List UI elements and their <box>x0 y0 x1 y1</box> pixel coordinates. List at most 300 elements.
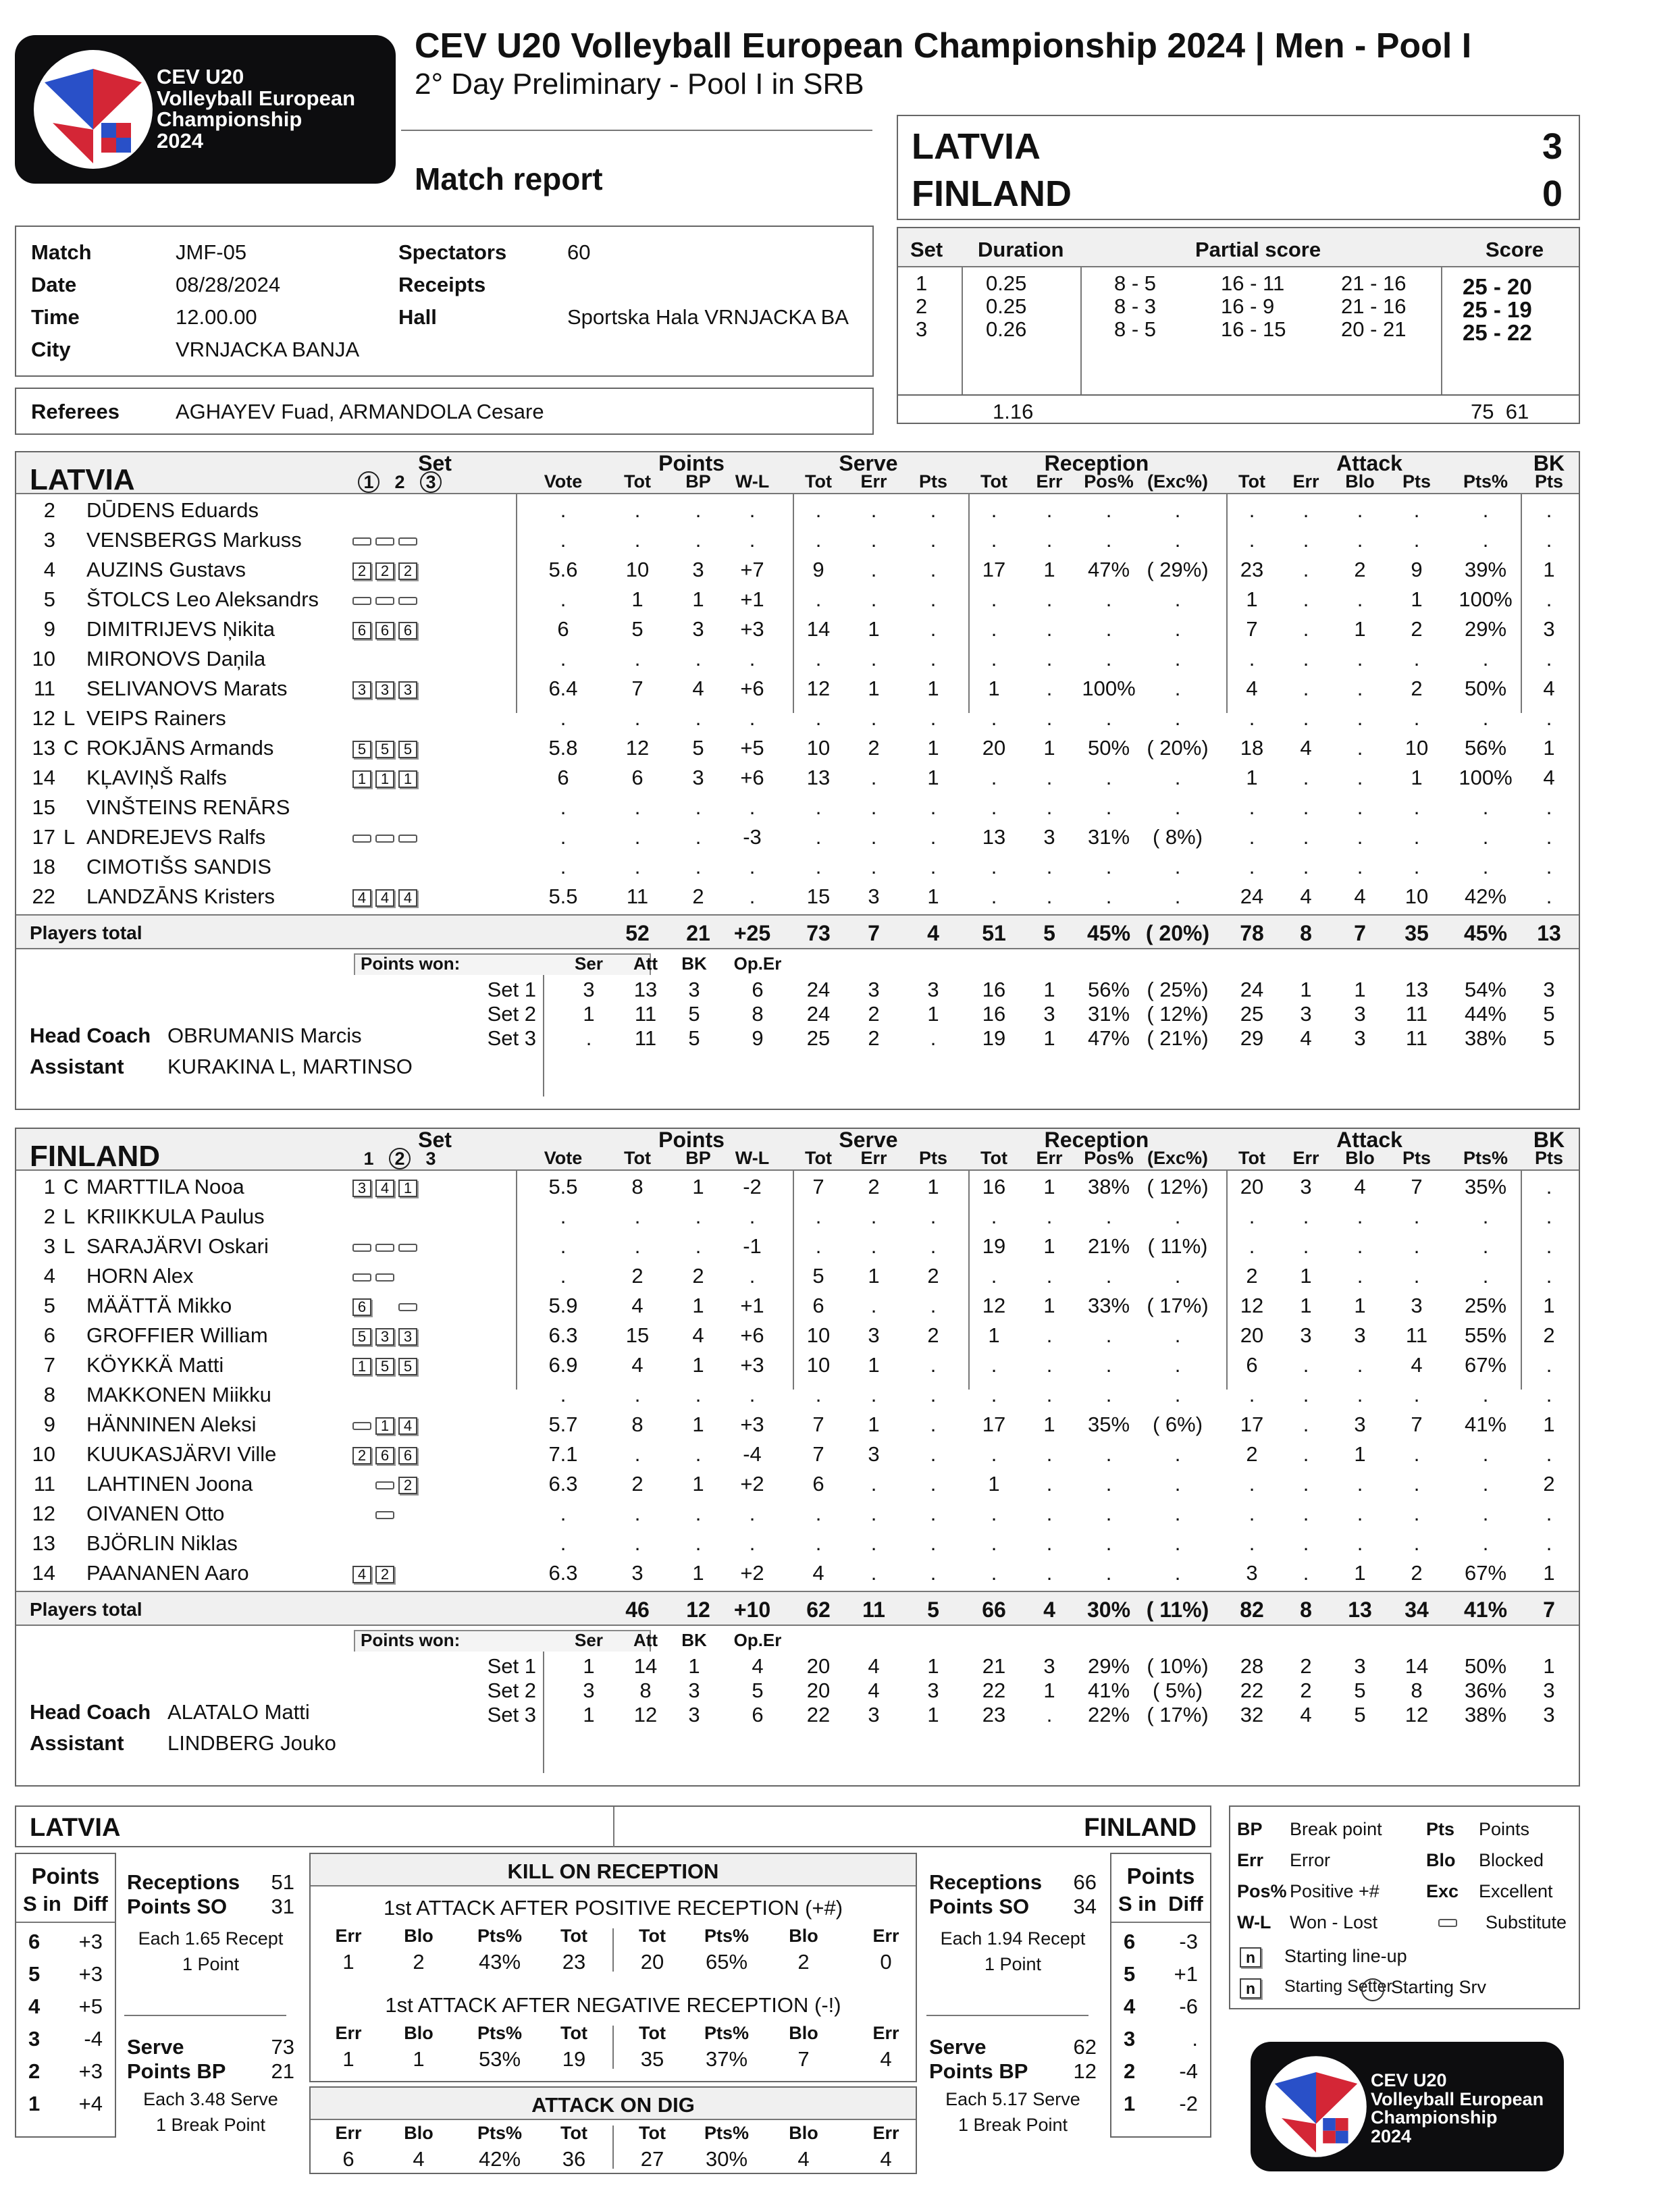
stat-sp: . <box>930 587 937 611</box>
set-ser: 3 <box>583 1679 595 1702</box>
column-group-header: BK <box>1533 451 1565 475</box>
set-at: 25 <box>1240 1002 1264 1026</box>
set-mark: 2 <box>394 472 405 492</box>
set-app: 50% <box>1464 1654 1507 1678</box>
points-won-header: BK <box>681 953 707 974</box>
stat-pt: . <box>634 1205 641 1228</box>
stat-v: 6 <box>557 766 569 789</box>
points-bp-label: Points BP <box>929 2059 1028 2083</box>
stat-rx: ( 11%) <box>1147 1234 1208 1258</box>
stat-v: . <box>560 1502 567 1525</box>
stat-rp: . <box>1105 1442 1112 1466</box>
diff-value: -4 <box>84 2027 103 2051</box>
stat-v: 6.3 <box>548 1323 578 1347</box>
starting-position: 6 <box>398 1447 417 1464</box>
set-ab: 1 <box>1354 978 1366 1001</box>
stat-re: . <box>1046 1531 1053 1555</box>
stat-at: 4 <box>1246 677 1258 700</box>
set-label: Set 1 <box>487 1654 536 1678</box>
stat-st: 5 <box>812 1264 824 1288</box>
player-number: 14 <box>32 766 55 789</box>
diff-set-in: 4 <box>1124 1995 1136 2018</box>
stat-bk: 3 <box>1543 617 1555 641</box>
stat-bp: . <box>695 528 702 552</box>
stat-rx: ( 17%) <box>1147 1294 1209 1317</box>
match-city: VRNJACKA BANJA <box>176 338 360 361</box>
player-name: ŠTOLCS Leo Aleksandrs <box>86 587 319 611</box>
set-ap: 13 <box>1405 978 1429 1001</box>
player-name: VINŠTEINS RENĀRS <box>86 795 290 819</box>
stat-ab: . <box>1357 855 1363 878</box>
column-header: Err <box>860 471 887 492</box>
set-ser: 1 <box>583 1703 595 1726</box>
diff-set-in: 3 <box>1124 2027 1136 2051</box>
stat-se: 1 <box>868 1264 880 1288</box>
stat-re: 1 <box>1043 558 1055 581</box>
substitute-marker <box>375 537 394 546</box>
stat-bk: 1 <box>1543 1561 1555 1585</box>
stat-st: 10 <box>806 1353 831 1377</box>
set-ser: 1 <box>583 1002 595 1026</box>
stat-app: . <box>1482 1264 1489 1288</box>
stat-pt: . <box>634 1531 641 1555</box>
player-name: PAANANEN Aaro <box>86 1561 249 1585</box>
stat-se: . <box>870 528 877 552</box>
stat-v: 6.3 <box>548 1561 578 1585</box>
stat-sp: . <box>930 1383 937 1406</box>
total-bp: 12 <box>686 1598 710 1622</box>
grid-value: 30% <box>705 2147 748 2171</box>
stat-rt: . <box>991 587 997 611</box>
stat-pt: 8 <box>631 1175 644 1198</box>
stat-at: . <box>1249 706 1255 730</box>
stat-ap: . <box>1413 706 1420 730</box>
stat-ap: . <box>1413 1442 1420 1466</box>
points-label: Points <box>31 1864 100 1889</box>
stat-wl: +1 <box>740 587 764 611</box>
set-app: 44% <box>1464 1002 1507 1026</box>
set-score: 25 - 22 <box>1463 320 1532 345</box>
score-header: Score <box>1486 238 1544 261</box>
column-header: Err <box>1036 471 1063 492</box>
stat-app: . <box>1482 1531 1489 1555</box>
player-name: CIMOTIŠS SANDIS <box>86 855 271 878</box>
stat-se: 1 <box>868 1353 880 1377</box>
stat-bk: 1 <box>1543 1294 1555 1317</box>
head-coach-name: ALATALO Matti <box>167 1700 310 1724</box>
substitute-marker <box>375 1273 394 1282</box>
starting-position: 5 <box>375 741 394 758</box>
report-title: Match report <box>415 161 603 196</box>
points-so-value: 34 <box>1073 1895 1097 1918</box>
stat-ab: . <box>1357 677 1363 700</box>
diff-value: +1 <box>1174 1962 1198 1986</box>
stat-bk: 4 <box>1543 766 1555 789</box>
stat-rx: ( 29%) <box>1147 558 1209 581</box>
stat-ap: 7 <box>1411 1175 1423 1198</box>
grid-header: Blo <box>404 2023 434 2043</box>
stat-at: . <box>1249 855 1255 878</box>
player-row <box>16 1202 1579 1232</box>
set-lineup <box>352 733 421 763</box>
stat-v: . <box>560 1205 567 1228</box>
column-group-header: Serve <box>839 1128 898 1152</box>
total-rp: 45% <box>1086 921 1131 945</box>
stat-rp: . <box>1105 587 1112 611</box>
starting-position: 4 <box>398 889 417 907</box>
set-score: 25 - 20 <box>1463 274 1532 299</box>
stat-sp: . <box>930 795 937 819</box>
diff-value: -2 <box>1179 2092 1198 2115</box>
stat-se: . <box>870 766 877 789</box>
grid-value: 1 <box>342 1950 355 1974</box>
grid-header: Err <box>335 1926 362 1946</box>
column-header: (Exc%) <box>1147 471 1209 492</box>
set-label: Set 1 <box>487 978 536 1001</box>
player-row <box>16 1440 1579 1469</box>
head-coach-label: Head Coach <box>30 1024 151 1047</box>
stat-rp: . <box>1105 1502 1112 1525</box>
points-won-label: Points won: <box>361 1630 461 1650</box>
player-role: L <box>63 1205 76 1228</box>
stat-ae: . <box>1303 1205 1309 1228</box>
away-reception-summary <box>926 1870 1099 2135</box>
stat-rp: . <box>1105 1323 1112 1347</box>
player-row <box>16 1291 1579 1321</box>
diff-value: +5 <box>78 1995 103 2018</box>
stat-se: . <box>870 1294 877 1317</box>
total-rx: ( 11%) <box>1146 1598 1209 1622</box>
player-name: KĻAVIŅŠ Ralfs <box>86 766 227 789</box>
stat-sp: . <box>930 1413 937 1436</box>
grid-value: 2 <box>797 1950 810 1974</box>
stat-re: . <box>1046 1264 1053 1288</box>
substitute-icon <box>1438 1919 1457 1927</box>
stat-sp: 1 <box>927 766 939 789</box>
stat-ab: . <box>1357 706 1363 730</box>
set-lineup <box>352 555 421 585</box>
grid-header: Blo <box>404 1926 434 1946</box>
stat-se: . <box>870 1234 877 1258</box>
set-number: 2 <box>916 294 928 318</box>
stat-rx: . <box>1174 1205 1181 1228</box>
stat-re: 1 <box>1043 1294 1055 1317</box>
stat-ae: . <box>1303 1531 1309 1555</box>
set-oper: 6 <box>752 1703 764 1726</box>
stat-app: . <box>1482 825 1489 849</box>
stat-st: 6 <box>812 1472 824 1496</box>
set-ap: 12 <box>1405 1703 1429 1726</box>
set-sp: 1 <box>927 1654 939 1678</box>
points-so-label: Points SO <box>929 1895 1030 1918</box>
stat-rx: . <box>1174 1383 1181 1406</box>
stat-se: . <box>870 855 877 878</box>
stat-re: 1 <box>1043 1234 1055 1258</box>
column-group-header: Set <box>418 1128 452 1152</box>
stat-bp: 3 <box>692 766 704 789</box>
player-row <box>16 704 1579 733</box>
player-role: L <box>63 706 76 730</box>
stat-bk: . <box>1546 1502 1552 1525</box>
stat-rp: . <box>1105 1264 1112 1288</box>
column-header: Pts% <box>1463 1148 1508 1168</box>
set-ae: 1 <box>1300 978 1312 1001</box>
stat-rx: . <box>1174 1353 1181 1377</box>
stat-v: . <box>560 1383 567 1406</box>
spectators-value: 60 <box>567 240 591 264</box>
flag-heart-icon <box>1259 2049 1373 2164</box>
stat-rt: 19 <box>982 1234 1006 1258</box>
column-header: W-L <box>735 471 770 492</box>
stat-sp: 1 <box>927 1175 939 1198</box>
player-row <box>16 1469 1579 1499</box>
sin-diff-label: S in Diff <box>23 1892 108 1916</box>
stat-pt: 11 <box>626 885 649 908</box>
starting-position: 4 <box>398 1417 417 1435</box>
away-sets: 0 <box>1542 174 1563 214</box>
diff-value: -4 <box>1179 2059 1198 2083</box>
set-ser: . <box>585 1026 592 1050</box>
stat-bp: . <box>695 855 702 878</box>
column-header: Pos% <box>1084 1148 1134 1168</box>
starting-position: 1 <box>398 770 417 788</box>
grid-header: Tot <box>639 2123 666 2143</box>
set-lineup <box>352 525 421 555</box>
stat-ae: . <box>1303 647 1309 670</box>
set-label: Set 3 <box>487 1703 536 1726</box>
stat-ae: . <box>1303 1234 1309 1258</box>
starting-position: 6 <box>398 622 417 639</box>
stat-app: . <box>1482 1442 1489 1466</box>
stat-ap: . <box>1413 1234 1420 1258</box>
points-won-header: Op.Er <box>733 1630 782 1650</box>
stat-re: . <box>1046 1383 1053 1406</box>
stat-st: 13 <box>806 766 831 789</box>
stat-ae: 1 <box>1300 1294 1312 1317</box>
substitute-marker <box>398 597 417 605</box>
stat-v: 5.8 <box>548 736 578 760</box>
stat-rx: . <box>1174 1472 1181 1496</box>
grid-value: 4 <box>797 2147 810 2171</box>
grid-value: 42% <box>478 2147 521 2171</box>
stat-rt: . <box>991 1353 997 1377</box>
stat-rx: ( 12%) <box>1147 1175 1209 1198</box>
stat-bp: . <box>695 1234 702 1258</box>
stat-rx: . <box>1174 1561 1181 1585</box>
stat-ae: 3 <box>1300 1323 1312 1347</box>
stat-ae: . <box>1303 587 1309 611</box>
stat-app: . <box>1482 528 1489 552</box>
column-header: Err <box>1292 471 1319 492</box>
stat-pt: . <box>634 647 641 670</box>
set-oper: 9 <box>752 1026 764 1050</box>
set-label: Set 2 <box>487 1679 536 1702</box>
stat-ap: 11 <box>1405 1323 1428 1347</box>
stat-bk: . <box>1546 795 1552 819</box>
stat-rt: . <box>991 647 997 670</box>
total-st: 73 <box>806 921 831 945</box>
diff-set-in: 2 <box>28 2059 41 2083</box>
home-reception-summary <box>124 1870 297 2135</box>
stat-se: . <box>870 1502 877 1525</box>
stat-rx: . <box>1174 647 1181 670</box>
stat-bp: 4 <box>692 677 704 700</box>
stat-ab: . <box>1357 528 1363 552</box>
stat-bk: 1 <box>1543 558 1555 581</box>
total-wl: +25 <box>733 921 771 945</box>
starting-position: 5 <box>352 741 371 758</box>
stat-wl: -3 <box>743 825 762 849</box>
set-rt: 23 <box>982 1703 1006 1726</box>
set-rp: 22% <box>1087 1703 1130 1726</box>
stat-wl: +1 <box>740 1294 764 1317</box>
total-bk: 13 <box>1537 921 1561 945</box>
stat-bp: 3 <box>692 558 704 581</box>
player-number: 12 <box>32 1502 55 1525</box>
substitute-marker <box>398 1244 417 1252</box>
set-app: 54% <box>1464 978 1507 1001</box>
stat-at: . <box>1249 1502 1255 1525</box>
stat-rx: ( 20%) <box>1147 736 1209 760</box>
stat-ap: 2 <box>1411 1561 1423 1585</box>
grid-value: 1 <box>413 2047 425 2071</box>
legend-box <box>1229 1805 1580 2009</box>
each-point: 1 Point <box>984 1954 1042 1974</box>
stat-bk: . <box>1546 587 1552 611</box>
stat-rp: . <box>1105 1353 1112 1377</box>
player-name: SARAJÄRVI Oskari <box>86 1234 269 1258</box>
substitute-marker <box>375 597 394 605</box>
grid-header: Pts% <box>477 2023 523 2043</box>
stat-re: 1 <box>1043 736 1055 760</box>
column-header: Err <box>1292 1148 1319 1168</box>
team-stats-finland <box>15 1128 1580 1787</box>
set-ae: 3 <box>1300 1002 1312 1026</box>
stat-sp: . <box>930 825 937 849</box>
set-lineup <box>352 822 421 852</box>
diff-set-in: 1 <box>1124 2092 1136 2115</box>
stat-rt: . <box>991 1442 997 1466</box>
grid-header: Tot <box>639 1926 666 1946</box>
grid-header: Tot <box>560 2023 587 2043</box>
partial-score: 16 - 15 <box>1221 317 1286 341</box>
stat-ae: . <box>1303 1472 1309 1496</box>
stat-re: . <box>1046 498 1053 522</box>
stat-bk: . <box>1546 1205 1552 1228</box>
column-header: Tot <box>624 471 651 492</box>
serve-value: 62 <box>1073 2035 1097 2059</box>
stat-ab: . <box>1357 1502 1363 1525</box>
stat-bk: . <box>1546 1353 1552 1377</box>
stat-ae: . <box>1303 1442 1309 1466</box>
set-lineup <box>352 1232 421 1261</box>
stat-rt: . <box>991 706 997 730</box>
player-number: 2 <box>43 1205 55 1228</box>
stat-ae: . <box>1303 617 1309 641</box>
stat-rt: . <box>991 1383 997 1406</box>
starting-srv-icon <box>1361 1978 1384 2001</box>
stat-rp: 21% <box>1087 1234 1130 1258</box>
stat-pt: 1 <box>631 587 644 611</box>
total-ae: 8 <box>1300 1598 1312 1622</box>
stat-sp: . <box>930 617 937 641</box>
stat-app: . <box>1482 498 1489 522</box>
points-so-value: 31 <box>271 1895 294 1918</box>
set-at: 32 <box>1240 1703 1264 1726</box>
stat-bp: . <box>695 795 702 819</box>
set-ae: 4 <box>1300 1026 1312 1050</box>
substitute-marker <box>352 835 371 843</box>
stat-ab: . <box>1357 1264 1363 1288</box>
starting-position: 1 <box>352 770 371 788</box>
player-name: BJÖRLIN Niklas <box>86 1531 238 1555</box>
stat-pt: 4 <box>631 1353 644 1377</box>
stat-app: 39% <box>1464 558 1507 581</box>
set-st: 25 <box>806 1026 831 1050</box>
stat-re: . <box>1046 855 1053 878</box>
stat-rp: 38% <box>1087 1175 1130 1198</box>
stat-rp: . <box>1105 706 1112 730</box>
stat-bp: 3 <box>692 617 704 641</box>
player-number: 11 <box>33 677 55 700</box>
player-number: 4 <box>43 1264 55 1288</box>
stat-st: . <box>815 1205 822 1228</box>
grid-value: 6 <box>342 2147 355 2171</box>
player-number: 17 <box>32 825 55 849</box>
total-ap: 34 <box>1405 1598 1429 1622</box>
stat-se: 2 <box>868 1175 880 1198</box>
set-ap: 11 <box>1405 1026 1428 1050</box>
stat-ae: . <box>1303 677 1309 700</box>
stat-at: 20 <box>1240 1323 1264 1347</box>
serve-value: 73 <box>271 2035 294 2059</box>
column-header: W-L <box>735 1148 770 1168</box>
stat-ae: 4 <box>1300 885 1312 908</box>
total-re: 4 <box>1043 1598 1055 1622</box>
player-number: 4 <box>43 558 55 581</box>
stat-re: . <box>1046 1442 1053 1466</box>
grid-value: 4 <box>880 2147 892 2171</box>
set-ap: 14 <box>1405 1654 1429 1678</box>
stat-wl: -2 <box>743 1175 762 1198</box>
player-number: 22 <box>32 885 55 908</box>
legend-desc: Positive +# <box>1290 1881 1380 1901</box>
starting-position: 1 <box>352 1358 371 1375</box>
set-rx: ( 12%) <box>1147 1002 1209 1026</box>
set-bk: 3 <box>1543 1703 1555 1726</box>
championship-logo <box>15 35 396 184</box>
divider <box>16 493 1579 494</box>
stat-se: . <box>870 795 877 819</box>
stat-ab: . <box>1357 1234 1363 1258</box>
total-score: 75 61 <box>1471 400 1529 423</box>
stat-re: . <box>1046 706 1053 730</box>
players-total-label: Players total <box>30 922 142 943</box>
stat-app: . <box>1482 1234 1489 1258</box>
column-group-header: Set <box>418 451 452 475</box>
total-re: 5 <box>1043 921 1055 945</box>
stat-se: 1 <box>868 617 880 641</box>
stat-se: . <box>870 647 877 670</box>
player-row <box>16 525 1579 555</box>
stat-rt: 16 <box>982 1175 1006 1198</box>
stat-rt: 1 <box>988 1323 1000 1347</box>
stat-bp: 1 <box>692 1561 704 1585</box>
stat-rx: . <box>1174 706 1181 730</box>
column-header: Pts% <box>1463 471 1508 492</box>
stat-re: . <box>1046 795 1053 819</box>
total-ab: 13 <box>1348 1598 1372 1622</box>
